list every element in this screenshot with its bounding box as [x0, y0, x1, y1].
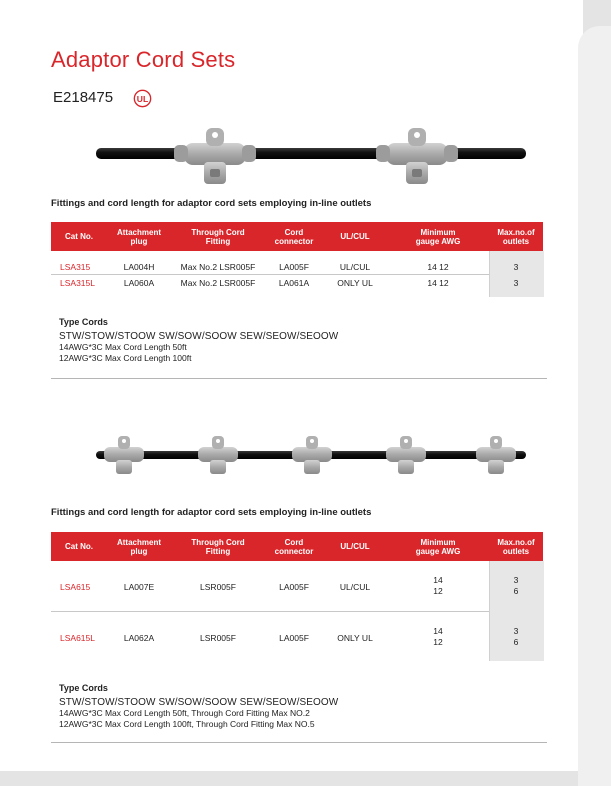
- cord-connector: LA005F: [279, 262, 309, 272]
- type-cords-heading: Type Cords: [59, 683, 108, 693]
- max-outlets: 3 6: [513, 575, 519, 596]
- fittings-table-1: [51, 222, 543, 288]
- inline-outlet: [476, 436, 516, 474]
- type-cords-1: [59, 317, 338, 364]
- type-cords-line: 12AWG*3C Max Cord Length 100ft, Through Cord Fitting Max NO.5: [59, 719, 315, 729]
- cord-connector: LA005F: [279, 633, 309, 643]
- header-minimum-gauge: Minimum gauge AWG: [415, 227, 461, 246]
- inline-outlet: [376, 128, 458, 184]
- ul-logo-text: UL: [136, 93, 149, 104]
- attachment-plug: LA007E: [123, 582, 155, 592]
- header-cord-connector: Cord connector: [274, 537, 314, 556]
- header-cat-no: Cat No.: [65, 232, 93, 241]
- type-cords-line: 14AWG*3C Max Cord Length 50ft: [59, 342, 187, 352]
- section-divider: [51, 378, 547, 379]
- inline-outlet: [386, 436, 426, 474]
- cat-no: LSA615L: [60, 633, 95, 643]
- header-through-cord-fitting: Through Cord Fitting: [191, 227, 245, 246]
- minimum-gauge: 14 12: [427, 262, 449, 272]
- header-max-outlets: Max.no.of outlets: [497, 537, 535, 556]
- attachment-plug: LA060A: [123, 278, 155, 288]
- ul-cul: UL/CUL: [339, 262, 371, 272]
- ul-file-number: E218475: [53, 89, 114, 106]
- row-divider: [51, 611, 489, 612]
- ul-cul: UL/CUL: [339, 582, 371, 592]
- section1-caption: Fittings and cord length for adaptor cord sets employing in-line outlets: [51, 198, 372, 209]
- section2-caption: Fittings and cord length for adaptor cord sets employing in-line outlets: [51, 507, 372, 518]
- through-cord-fitting: LSR005F: [200, 582, 236, 592]
- cord-connector: LA061A: [278, 278, 310, 288]
- type-cords-heading: Type Cords: [59, 317, 108, 327]
- cord-connector: LA005F: [279, 582, 309, 592]
- max-outlets: 3: [513, 278, 519, 288]
- table-header: [51, 222, 543, 251]
- fittings-table-2: [51, 532, 543, 647]
- header-through-cord-fitting: Through Cord Fitting: [191, 537, 245, 556]
- through-cord-fitting: Max No.2 LSR005F: [180, 262, 256, 272]
- inline-outlet: [292, 436, 332, 474]
- max-outlets: 3 6: [513, 626, 519, 647]
- type-cords-line: STW/STOW/STOOW SW/SOW/SOOW SEW/SEOW/SEOOW: [59, 697, 339, 708]
- max-outlets: 3: [513, 262, 519, 272]
- through-cord-fitting: LSR005F: [200, 633, 236, 643]
- minimum-gauge: 14 12: [427, 278, 449, 288]
- type-cords-line: 14AWG*3C Max Cord Length 50ft, Through Cord Fitting Max NO.2: [59, 708, 310, 718]
- header-attachment-plug: Attachment plug: [116, 227, 161, 246]
- attachment-plug: LA004H: [123, 262, 155, 272]
- minimum-gauge: 14 12: [433, 575, 443, 596]
- header-cat-no: Cat No.: [65, 542, 93, 551]
- cat-no: LSA315: [60, 262, 91, 272]
- outlets-column-shade: [489, 251, 544, 297]
- minimum-gauge: 14 12: [433, 626, 443, 647]
- type-cords-2: [59, 683, 338, 730]
- header-attachment-plug: Attachment plug: [116, 537, 161, 556]
- ul-listed-logo: [133, 89, 152, 108]
- attachment-plug: LA062A: [123, 633, 155, 643]
- cat-no: LSA615: [60, 582, 91, 592]
- table-header: [51, 532, 543, 561]
- inline-outlet: [174, 128, 256, 184]
- page-edge-tab: [578, 26, 611, 786]
- through-cord-fitting: Max No.2 LSR005F: [180, 278, 256, 288]
- section-divider: [51, 742, 547, 743]
- header-max-outlets: Max.no.of outlets: [497, 227, 535, 246]
- ul-cul: ONLY UL: [337, 278, 373, 288]
- header-ul-cul: UL/CUL: [340, 232, 370, 241]
- product-photo-two-outlets: [96, 122, 526, 188]
- header-minimum-gauge: Minimum gauge AWG: [415, 537, 461, 556]
- type-cords-line: 12AWG*3C Max Cord Length 100ft: [59, 353, 192, 363]
- inline-outlet: [198, 436, 238, 474]
- type-cords-line: STW/STOW/STOOW SW/SOW/SOOW SEW/SEOW/SEOOW: [59, 331, 339, 342]
- product-photo-five-outlets: [96, 427, 526, 483]
- row-divider: [51, 274, 489, 275]
- header-ul-cul: UL/CUL: [340, 542, 370, 551]
- ul-cul: ONLY UL: [337, 633, 373, 643]
- header-cord-connector: Cord connector: [274, 227, 314, 246]
- page-title: Adaptor Cord Sets: [51, 47, 236, 72]
- inline-outlet: [104, 436, 144, 474]
- cat-no: LSA315L: [60, 278, 95, 288]
